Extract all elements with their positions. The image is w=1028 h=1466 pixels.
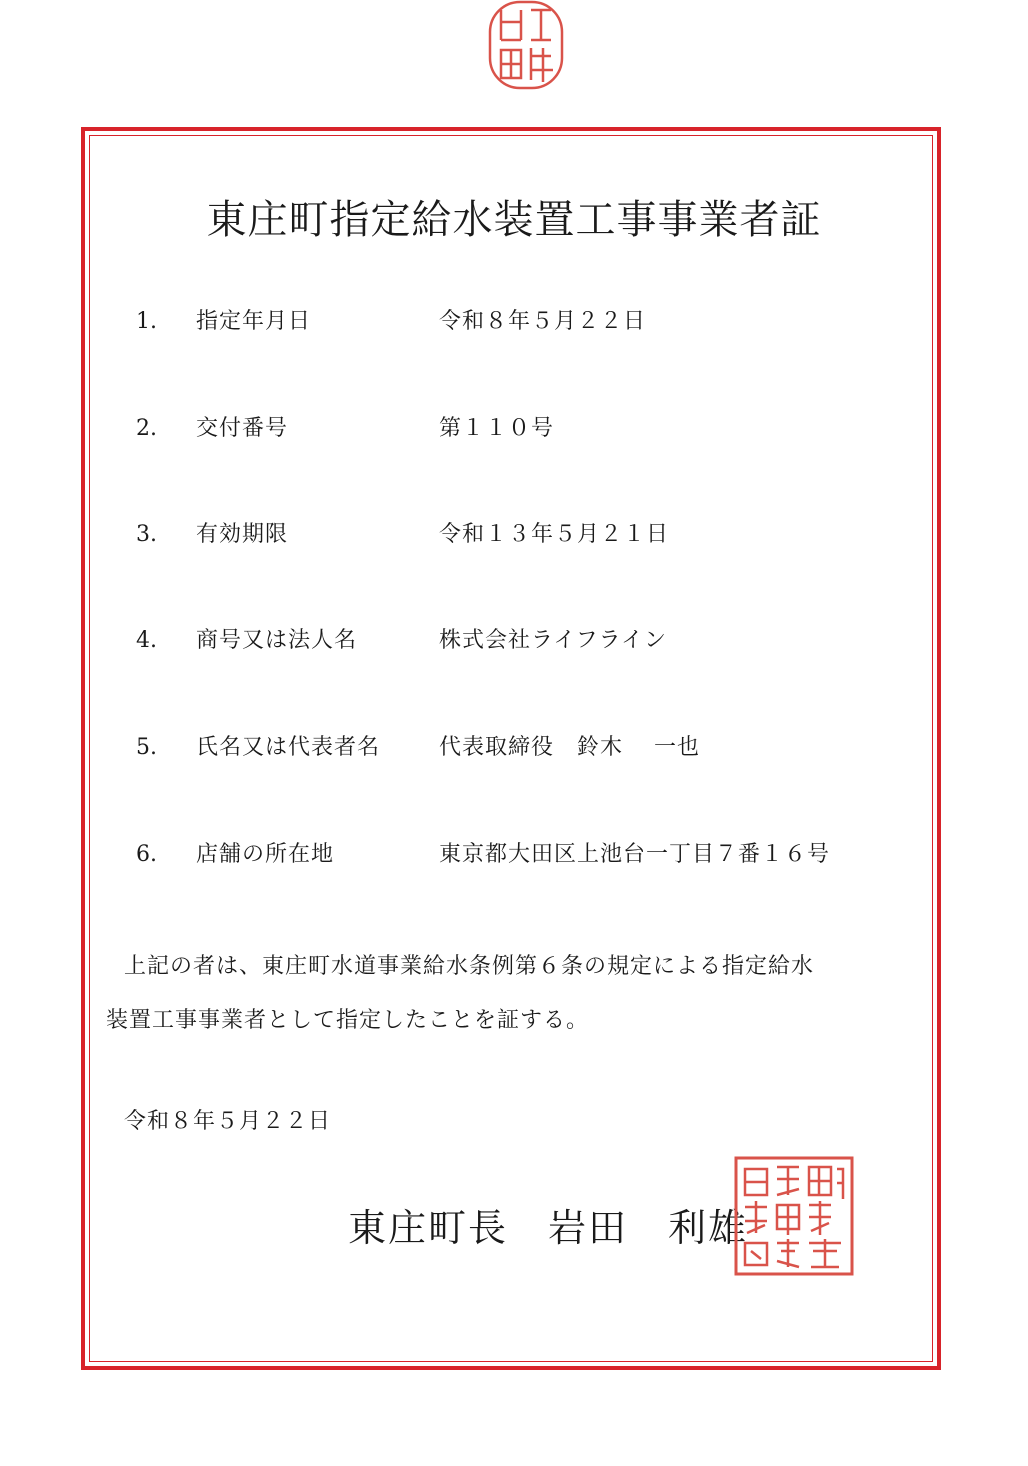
- item-issue-number: [0, 409, 1028, 449]
- item-value: 代表取締役 鈴木 一也: [439, 735, 700, 760]
- item-designation-date: [0, 302, 1028, 342]
- item-value: 令和８年５月２２日: [439, 309, 647, 334]
- item-value: 第１１０号: [439, 416, 555, 441]
- mayor-seal-stamp: [733, 1155, 855, 1277]
- item-number: 2.: [136, 416, 157, 441]
- item-value: 東京都大田区上池台一丁目７番１６号: [439, 842, 831, 867]
- item-representative: [0, 728, 1028, 768]
- item-label: 店舗の所在地: [196, 842, 335, 867]
- certification-statement: [106, 940, 906, 1048]
- item-store-address: [0, 835, 1028, 875]
- item-number: 4.: [136, 628, 157, 653]
- item-number: 5.: [136, 735, 157, 760]
- issue-date: 令和８年５月２２日: [124, 1109, 332, 1134]
- item-number: 1.: [136, 309, 157, 334]
- item-label: 指定年月日: [196, 309, 312, 334]
- item-expiry-date: [0, 515, 1028, 555]
- item-value: 令和１３年５月２１日: [439, 522, 670, 547]
- item-label: 交付番号: [196, 416, 289, 441]
- statement-line: 装置工事事業者として指定したことを証する。: [106, 1008, 590, 1033]
- item-label: 有効期限: [196, 522, 289, 547]
- item-value: 株式会社ライフライン: [439, 628, 668, 653]
- item-label: 氏名又は代表者名: [196, 735, 381, 760]
- statement-line: 上記の者は、東庄町水道事業給水条例第６条の規定による指定給水: [124, 954, 815, 979]
- top-seal-stamp: [487, 0, 565, 92]
- item-company-name: [0, 621, 1028, 661]
- item-number: 3.: [136, 522, 157, 547]
- item-label: 商号又は法人名: [196, 628, 358, 653]
- signer-name: 東庄町長 岩田 利雄: [348, 1206, 749, 1250]
- certificate-title: 東庄町指定給水装置工事事業者証: [206, 197, 822, 243]
- item-number: 6.: [136, 842, 157, 867]
